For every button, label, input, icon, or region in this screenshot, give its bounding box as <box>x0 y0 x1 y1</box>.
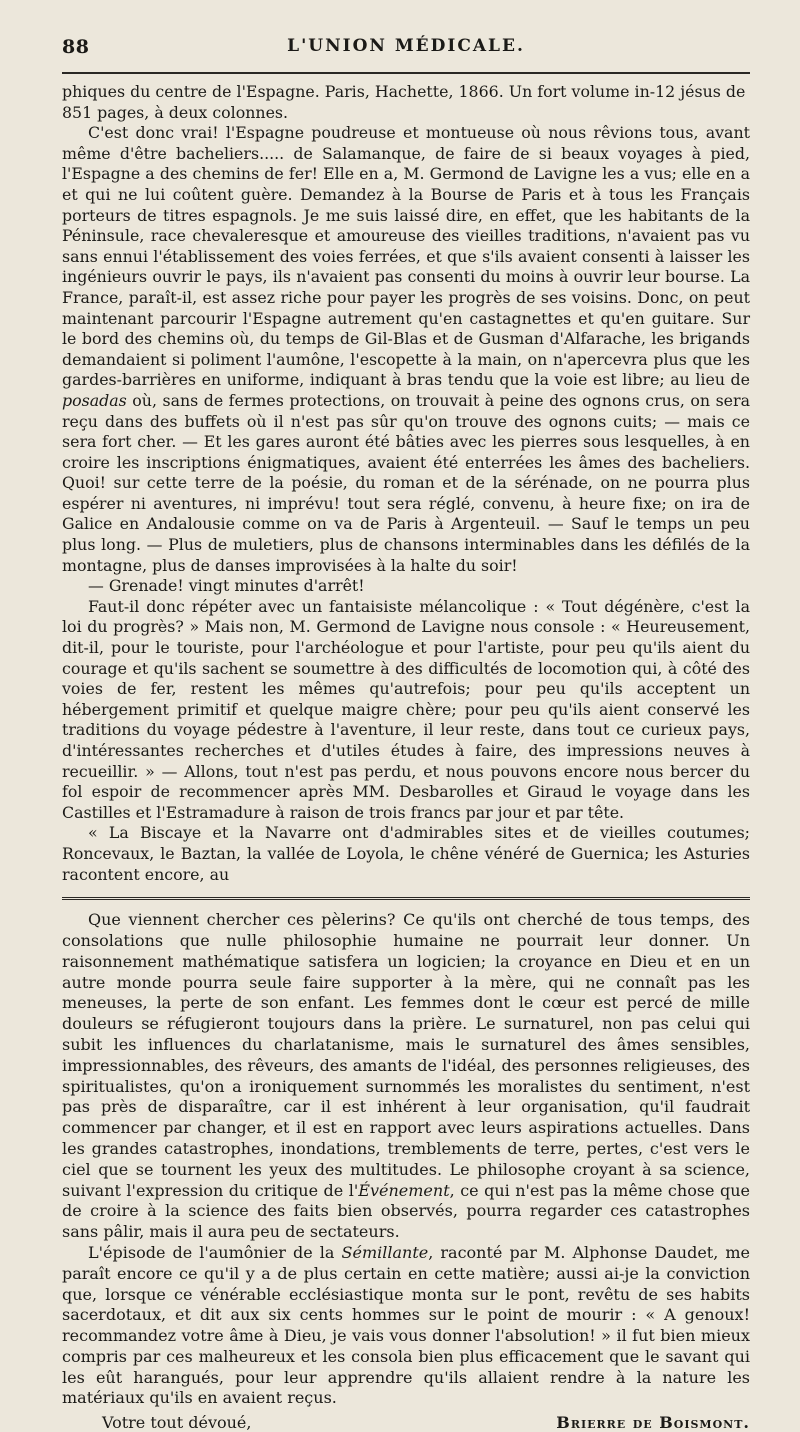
paragraph-4: Faut-il donc répéter avec un fantaisiste mélancolique : « Tout dégénère, c'est la loi du progrès? » Mais non, M. Germond de Lavigne nous console : « Heureusement, dit-il, pour le touriste, pour l'archéologue et pour l'artiste, pour peu qu'ils aient du courage et qu'ils sachent se soumettre à des difficultés de locomotion qui, à côté des voies de fer, restent les mêmes qu'autrefois; pour peu qu'ils acceptent un hébergement primitif et quelque maigre chère; pour peu qu'ils aient conservé les traditions du voyage pédestre à l'aventure, il leur reste, dans tout ce curieux pays, d'intéressantes recherches et d'utiles études à faire, des impressions neuves à recueillir. » — Allons, tout n'est pas perdu, et nous pouvons encore nous bercer du fol espoir de recommencer après MM. Desbarolles et Giraud le voyage dans les Castilles et l'Estramadure à raison de trois francs par jour et par tête. <box>62 596 750 822</box>
footnote-paragraph-1-italic: Événement <box>358 1180 450 1200</box>
footnote-paragraph-1 <box>62 910 750 1243</box>
paragraph-2-part-a: C'est donc vrai! l'Espagne poudreuse et montueuse où nous rêvions tous, avant même d'être bacheliers..... de Salamanque, de faire de si beaux voyages à pied, l'Espagne a des chemins de fer! Elle en a, M. Germond de Lavigne les a vus; elle en a et qui ne lui coûtent guère. Demandez à la Bourse de Paris et à tous les Français porteurs de titres espagnols. Je me suis laissé dire, en effet, que les habitants de la Péninsule, race chevaleresque et amoureuse des vieilles traditions, n'avaient pas vu sans ennui l'établissement des voies ferrées, et que s'ils avaient consenti à laisser les ingénieurs ouvrir le pays, ils n'avaient pas consenti du moins à ouvrir leur bourse. La France, paraît-il, est assez riche pour payer les progrès de ses voisins. Donc, on peut maintenant parcourir l'Espagne autrement qu'en castagnettes et qu'en guitare. Sur le bord des chemins où, du temps de Gil-Blas et de Gusman d'Alfarache, les brigands demandaient si poliment l'aumône, l'escopette à la main, on n'apercevra plus que les gardes-barrières en uniforme, indiquant à bras tendu que la voie est libre; au lieu de <box>62 123 750 390</box>
footnote-separator <box>62 897 750 900</box>
citation-line-1: phiques du centre de l'Espagne. Paris, Hachette, 1866. Un fort volume in-12 jésus de <box>62 82 746 101</box>
paragraph-3: — Grenade! vingt minutes d'arrêt! <box>88 576 365 596</box>
footnote-paragraph-2-part-b: , raconté par M. Alphonse Daudet, me paraît encore ce qu'il y a de plus certain en cette matière; aussi ai-je la conviction que, lorsque ce vénérable ecclésiastique monta sur le pont, revêtu de ses habits sacerdotaux, et dit aux six cents hommes sur le point de mourir : « A genoux! recommandez votre âme à Dieu, je vais vous donner l'absolution! » il fut bien mieux compris par ces malheureux et les consola bien plus efficacement que le savant qui les eût harangués, pour leur apprendre qu'ils allaient rendre à la nature les matériaux qu'ils en avaient reçus. <box>62 1242 751 1408</box>
footnote-paragraph-2-italic: Sémillante <box>341 1242 429 1262</box>
paragraph-citation <box>62 82 750 123</box>
closing-formula: Votre tout dévoué, <box>102 1413 252 1432</box>
footnote-paragraph-1-part-a: Que viennent chercher ces pèlerins? Ce qu'ils ont cherché de tous temps, des consolations que nulle philosophie humaine ne pourrait leur donner. Un raisonnement mathématique satisfera un logicien; la croyance en Dieu et en un autre monde pourra seule faire supporter à la mère, qui ne connaît pas les meneuses, la perte de son enfant. Les femmes dont le cœur est percé de mille douleurs se réfugieront toujours dans la prière. Le surnaturel, non pas celui qui subit les influences du charlatanisme, mais le surnaturel des âmes sensibles, impressionnables, des rêveurs, des amants de l'idéal, des personnes religieuses, des spiritualistes, qu'on a ironiquement surnommés les moralistes du sentiment, n'est pas près de disparaître, car il est inhérent à leur organisation, qu'il faudrait commencer par changer, et il est en rapport avec leurs aspirations actuelles. Dans les grandes catastrophes, inondations, tremblements de terre, pertes, c'est vers le ciel que se tournent les yeux des multitudes. Le philosophe croyant à sa science, suivant l'expression du critique de l' <box>62 910 750 1200</box>
paragraph-5: « La Biscaye et la Navarre ont d'admirables sites et de vieilles coutumes; Roncevaux, le Baztan, la vallée de Loyola, le chêne vénéré de Guernica; les Asturies racontent encore, au <box>62 823 750 884</box>
signature-line <box>62 1413 750 1432</box>
main-text <box>62 82 750 885</box>
header-rule <box>62 72 750 74</box>
footnote-text <box>62 910 750 1409</box>
page-number: 88 <box>62 36 90 58</box>
footnote-paragraph-2-part-a: L'épisode de l'aumônier de la <box>88 1242 342 1262</box>
paragraph-2-italic: posadas <box>62 390 127 410</box>
citation-line-2: 851 pages, à deux colonnes. <box>62 102 289 122</box>
paragraph-2-part-b: où, sans de fermes protections, on trouvait à peine des ognons crus, on sera reçu dans des buffets où il n'est pas sûr qu'on trouve des ognons cuits; — mais ce sera fort cher. — Et les gares auront été bâties avec les pierres sous lesquelles, à en croire les inscriptions énigmatiques, avaient été enterrées les âmes des bacheliers. Quoi! sur cette terre de la poésie, du roman et de la sérénade, on ne pourra plus espérer ni aventures, ni imprévu! tout sera réglé, convenu, à heure fixe; on ira de Galice en Andalousie comme on va de Paris à Argenteuil. — Sauf le temps un peu plus long. — Plus de muletiers, plus de chansons interminables dans les défilés de la montagne, plus de danses improvisées à la halte du soir! <box>62 390 750 575</box>
footnote-paragraph-1-part-b: , ce qui n'est pas la même chose que de croire à la science des faits bien observés, pourra regarder ces catastrophes sans pâlir, mais il aura peu de sectateurs. <box>62 1180 751 1242</box>
running-head <box>62 36 750 64</box>
author-signature: Brierre de Boismont. <box>556 1413 750 1432</box>
paragraph-2 <box>62 123 750 576</box>
journal-title: L'UNION MÉDICALE. <box>287 36 525 56</box>
footnote-paragraph-2 <box>62 1243 750 1409</box>
